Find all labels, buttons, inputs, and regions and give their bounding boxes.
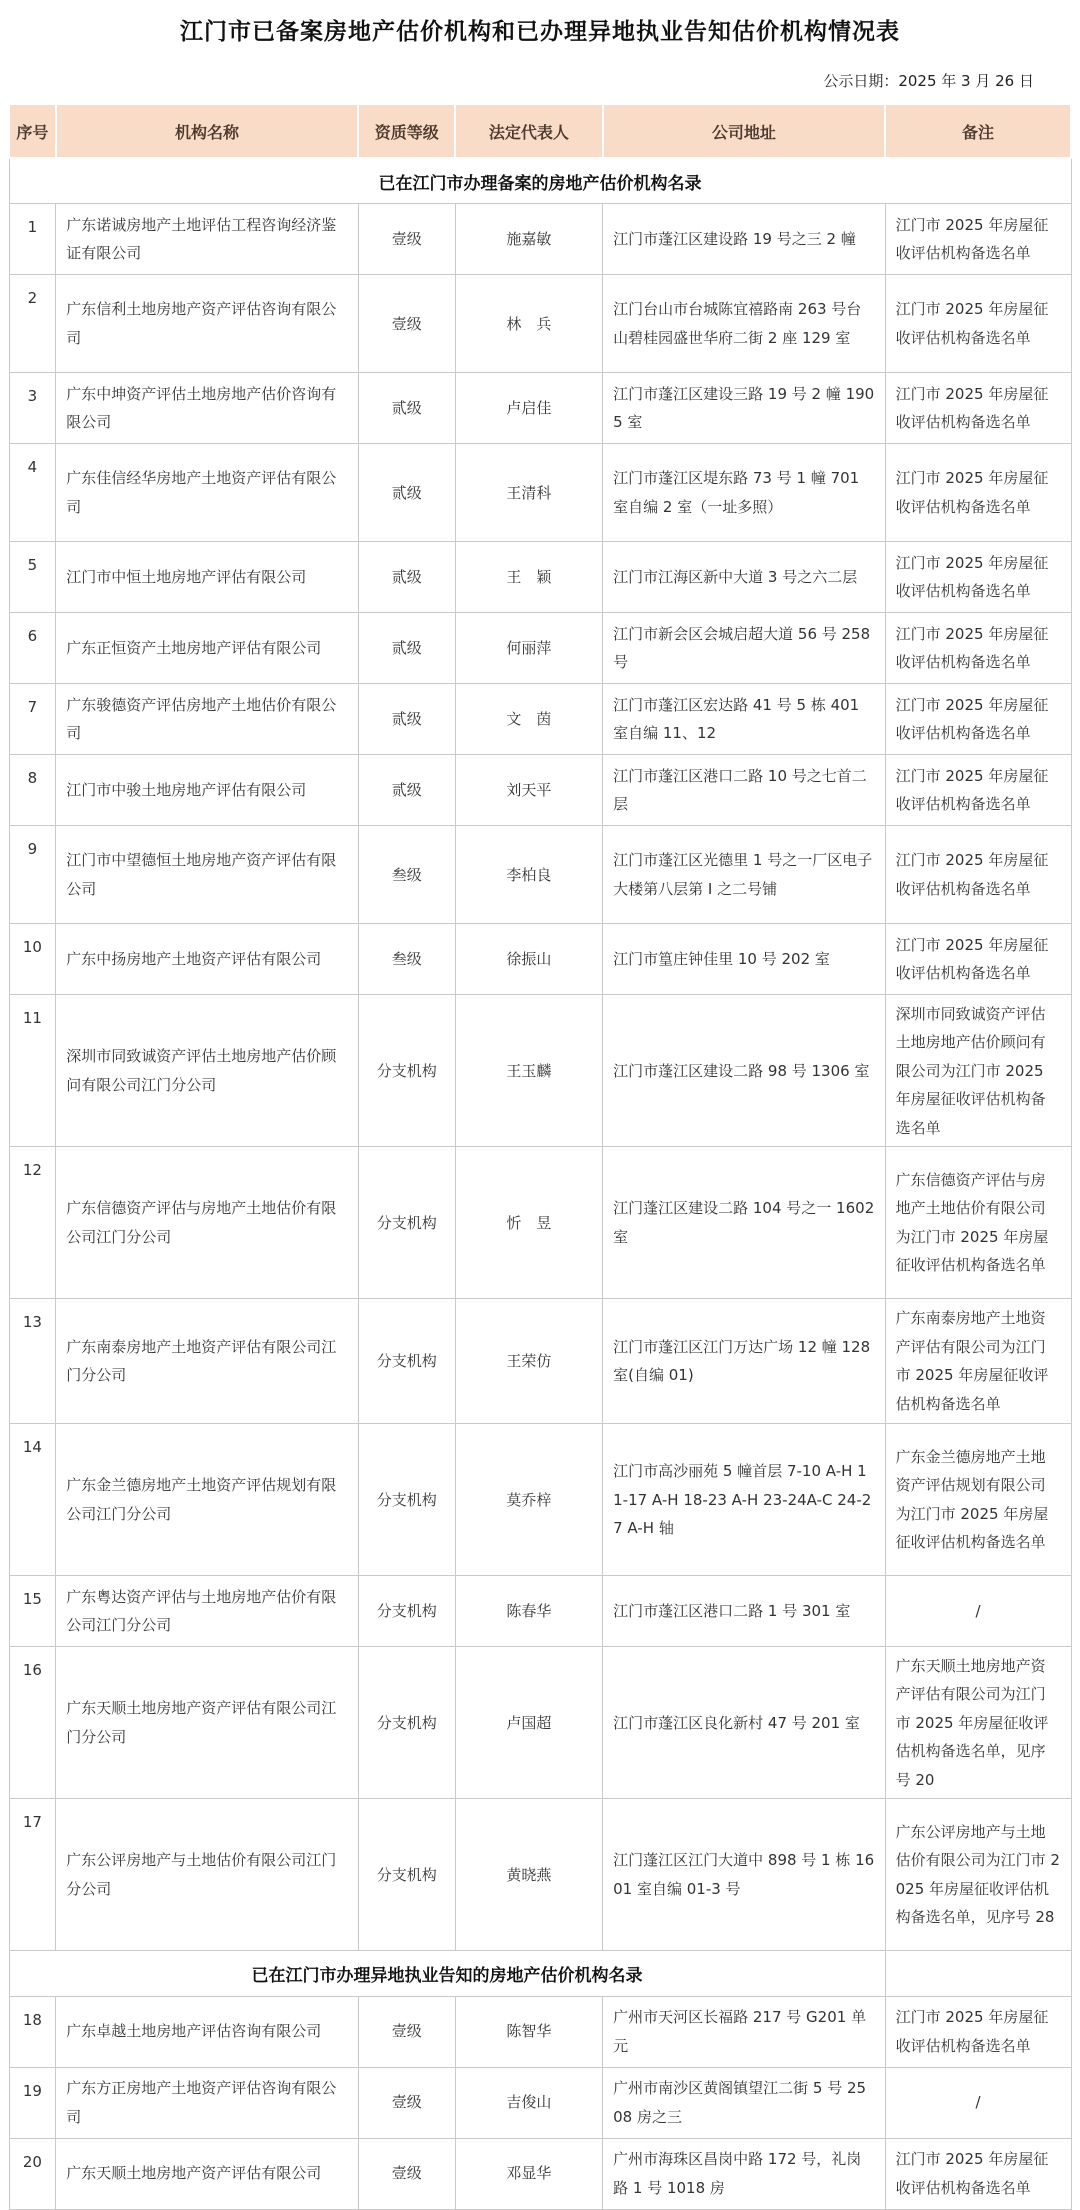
table-row [9, 826, 1071, 924]
cell-name: 广东天顺土地房地产资产评估有限公司 [56, 2138, 359, 2209]
cell-level: 壹级 [358, 204, 455, 275]
cell-level: 分支机构 [358, 1576, 455, 1647]
cell-no: 8 [9, 755, 56, 826]
cell-address: 江门市高沙丽苑 5 幢首层 7-10 A-H 11-17 A-H 18-23 A-H 23-24A-C 24-27 A-H 轴 [603, 1424, 885, 1576]
cell-representative: 李柏良 [455, 826, 603, 924]
cell-name: 深圳市同致诚资产评估土地房地产估价顾问有限公司江门分公司 [56, 995, 359, 1147]
cell-address: 江门市蓬江区建设三路 19 号 2 幢 1905 室 [603, 373, 885, 444]
cell-representative: 忻 昱 [455, 1147, 603, 1299]
cell-remark: 江门市 2025 年房屋征收评估机构备选名单 [885, 204, 1071, 275]
cell-representative: 刘天平 [455, 755, 603, 826]
cell-representative: 卢启佳 [455, 373, 603, 444]
cell-level: 叁级 [358, 826, 455, 924]
cell-address: 江门市蓬江区良化新村 47 号 201 室 [603, 1647, 885, 1799]
cell-name: 广东南泰房地产土地资产评估有限公司江门分公司 [56, 1299, 359, 1424]
header-row [9, 104, 1071, 158]
cell-representative: 文 茵 [455, 684, 603, 755]
cell-name: 广东正恒资产土地房地产评估有限公司 [56, 613, 359, 684]
table-row [9, 204, 1071, 275]
cell-level: 分支机构 [358, 1147, 455, 1299]
cell-remark: 广东公评房地产与土地估价有限公司为江门市 2025 年房屋征收评估机构备选名单，见序号 28 [885, 1799, 1071, 1951]
cell-level: 贰级 [358, 684, 455, 755]
cell-address: 江门市蓬江区宏达路 41 号 5 栋 401 室自编 11、12 [603, 684, 885, 755]
table-row [9, 1424, 1071, 1576]
cell-address: 江门市蓬江区光德里 1 号之一厂区电子大楼第八层第 I 之二号铺 [603, 826, 885, 924]
cell-no: 12 [9, 1147, 56, 1299]
cell-name: 江门市中恒土地房地产评估有限公司 [56, 542, 359, 613]
cell-no: 2 [9, 275, 56, 373]
column-header-remark: 备注 [885, 104, 1071, 158]
column-header-representative: 法定代表人 [455, 104, 603, 158]
table-row [9, 373, 1071, 444]
cell-no: 13 [9, 1299, 56, 1424]
cell-remark: 江门市 2025 年房屋征收评估机构备选名单 [885, 373, 1071, 444]
cell-no: 11 [9, 995, 56, 1147]
cell-name: 广东卓越土地房地产评估咨询有限公司 [56, 1996, 359, 2067]
table-row [9, 924, 1071, 995]
page-title: 江门市已备案房地产估价机构和已办理异地执业告知估价机构情况表 [180, 19, 900, 45]
cell-address: 江门蓬江区建设二路 104 号之一 1602 室 [603, 1147, 885, 1299]
cell-level: 分支机构 [358, 995, 455, 1147]
cell-remark: 江门市 2025 年房屋征收评估机构备选名单 [885, 444, 1071, 542]
cell-representative: 吉俊山 [455, 2067, 603, 2138]
section-header-row [9, 1951, 1071, 1996]
table-row [9, 995, 1071, 1147]
cell-name: 广东金兰德房地产土地资产评估规划有限公司江门分公司 [56, 1424, 359, 1576]
cell-address: 江门市江海区新中大道 3 号之六二层 [603, 542, 885, 613]
cell-remark: 江门市 2025 年房屋征收评估机构备选名单 [885, 924, 1071, 995]
cell-address: 江门市蓬江区建设二路 98 号 1306 室 [603, 995, 885, 1147]
cell-remark: 江门市 2025 年房屋征收评估机构备选名单 [885, 275, 1071, 373]
cell-representative: 莫乔梓 [455, 1424, 603, 1576]
cell-level: 壹级 [358, 1996, 455, 2067]
cell-no: 20 [9, 2138, 56, 2209]
cell-representative: 何丽萍 [455, 613, 603, 684]
cell-no: 19 [9, 2067, 56, 2138]
cell-address: 江门台山市台城陈宜禧路南 263 号台山碧桂园盛世华府二街 2 座 129 室 [603, 275, 885, 373]
cell-address: 江门市篁庄钟佳里 10 号 202 室 [603, 924, 885, 995]
cell-representative: 卢国超 [455, 1647, 603, 1799]
table-row [9, 1147, 1071, 1299]
section-title: 已在江门市办理备案的房地产估价机构名录 [9, 158, 1071, 204]
cell-no: 9 [9, 826, 56, 924]
cell-level: 贰级 [358, 373, 455, 444]
cell-remark: 江门市 2025 年房屋征收评估机构备选名单 [885, 542, 1071, 613]
table-row [9, 542, 1071, 613]
cell-representative: 黄晓燕 [455, 1799, 603, 1951]
cell-remark: 江门市 2025 年房屋征收评估机构备选名单 [885, 684, 1071, 755]
table-header [9, 104, 1071, 158]
column-header-address: 公司地址 [603, 104, 885, 158]
section-header-row [9, 158, 1071, 204]
cell-address: 江门蓬江区江门大道中 898 号 1 栋 1601 室自编 01-3 号 [603, 1799, 885, 1951]
cell-representative: 徐振山 [455, 924, 603, 995]
cell-name: 广东中扬房地产土地资产评估有限公司 [56, 924, 359, 995]
cell-no: 15 [9, 1576, 56, 1647]
cell-no: 10 [9, 924, 56, 995]
cell-name: 江门市中骏土地房地产评估有限公司 [56, 755, 359, 826]
table-row [9, 2067, 1071, 2138]
cell-no: 18 [9, 1996, 56, 2067]
column-header-level: 资质等级 [358, 104, 455, 158]
cell-remark: 广东金兰德房地产土地资产评估规划有限公司为江门市 2025 年房屋征收评估机构备选名单 [885, 1424, 1071, 1576]
table-row [9, 1299, 1071, 1424]
table-row [9, 613, 1071, 684]
cell-no: 3 [9, 373, 56, 444]
cell-remark: 江门市 2025 年房屋征收评估机构备选名单 [885, 613, 1071, 684]
table-row [9, 2138, 1071, 2209]
cell-representative: 陈智华 [455, 1996, 603, 2067]
cell-remark: / [885, 1576, 1071, 1647]
cell-no: 6 [9, 613, 56, 684]
cell-name: 广东诺诚房地产土地评估工程咨询经济鉴证有限公司 [56, 204, 359, 275]
cell-level: 分支机构 [358, 1799, 455, 1951]
cell-representative: 王清科 [455, 444, 603, 542]
cell-no: 14 [9, 1424, 56, 1576]
cell-representative: 林 兵 [455, 275, 603, 373]
cell-name: 广东天顺土地房地产资产评估有限公司江门分公司 [56, 1647, 359, 1799]
cell-level: 壹级 [358, 2067, 455, 2138]
cell-no: 17 [9, 1799, 56, 1951]
cell-name: 广东公评房地产与土地估价有限公司江门分公司 [56, 1799, 359, 1951]
cell-level: 贰级 [358, 613, 455, 684]
cell-name: 广东中坤资产评估土地房地产估价咨询有限公司 [56, 373, 359, 444]
cell-address: 广州市天河区长福路 217 号 G201 单元 [603, 1996, 885, 2067]
cell-no: 7 [9, 684, 56, 755]
cell-no: 5 [9, 542, 56, 613]
cell-representative: 王荣仿 [455, 1299, 603, 1424]
cell-level: 壹级 [358, 275, 455, 373]
table-row [9, 1799, 1071, 1951]
cell-remark: 广东信德资产评估与房地产土地估价有限公司为江门市 2025 年房屋征收评估机构备选名单 [885, 1147, 1071, 1299]
cell-address: 江门市新会区会城启超大道 56 号 258 号 [603, 613, 885, 684]
cell-representative: 邓显华 [455, 2138, 603, 2209]
cell-level: 分支机构 [358, 1647, 455, 1799]
cell-representative: 施嘉敏 [455, 204, 603, 275]
cell-name: 广东粤达资产评估与土地房地产估价有限公司江门分公司 [56, 1576, 359, 1647]
cell-remark: 江门市 2025 年房屋征收评估机构备选名单 [885, 2138, 1071, 2209]
cell-name: 广东佳信经华房地产土地资产评估有限公司 [56, 444, 359, 542]
cell-no: 4 [9, 444, 56, 542]
cell-address: 江门市蓬江区港口二路 1 号 301 室 [603, 1576, 885, 1647]
cell-level: 分支机构 [358, 1424, 455, 1576]
cell-level: 贰级 [358, 444, 455, 542]
cell-address: 江门市蓬江区建设路 19 号之三 2 幢 [603, 204, 885, 275]
cell-name: 广东信利土地房地产资产评估咨询有限公司 [56, 275, 359, 373]
table-body [9, 158, 1071, 2209]
table-row [9, 1576, 1071, 1647]
column-header-name: 机构名称 [56, 104, 359, 158]
cell-address: 江门市蓬江区港口二路 10 号之七首二层 [603, 755, 885, 826]
cell-address: 江门市蓬江区堤东路 73 号 1 幢 701 室自编 2 室（一址多照） [603, 444, 885, 542]
section-header-empty-cell [885, 1951, 1071, 1996]
cell-level: 分支机构 [358, 1299, 455, 1424]
cell-name: 广东骏德资产评估房地产土地估价有限公司 [56, 684, 359, 755]
table-row [9, 1647, 1071, 1799]
cell-remark: 江门市 2025 年房屋征收评估机构备选名单 [885, 755, 1071, 826]
institutions-table [8, 103, 1072, 2210]
table-row [9, 1996, 1071, 2067]
table-row [9, 684, 1071, 755]
publish-date: 公示日期：2025 年 3 月 26 日 [823, 72, 1034, 90]
cell-remark: 江门市 2025 年房屋征收评估机构备选名单 [885, 826, 1071, 924]
cell-representative: 王 颖 [455, 542, 603, 613]
cell-name: 广东信德资产评估与房地产土地估价有限公司江门分公司 [56, 1147, 359, 1299]
cell-representative: 王玉麟 [455, 995, 603, 1147]
cell-no: 16 [9, 1647, 56, 1799]
cell-remark: / [885, 2067, 1071, 2138]
cell-remark: 江门市 2025 年房屋征收评估机构备选名单 [885, 1996, 1071, 2067]
cell-representative: 陈春华 [455, 1576, 603, 1647]
cell-level: 贰级 [358, 542, 455, 613]
cell-address: 江门市蓬江区江门万达广场 12 幢 128 室(自编 01) [603, 1299, 885, 1424]
cell-level: 贰级 [358, 755, 455, 826]
cell-address: 广州市南沙区黄阁镇望江二街 5 号 2508 房之三 [603, 2067, 885, 2138]
cell-remark: 深圳市同致诚资产评估土地房地产估价顾问有限公司为江门市 2025 年房屋征收评估机构备选名单 [885, 995, 1071, 1147]
column-header-no: 序号 [9, 104, 56, 158]
table-row [9, 444, 1071, 542]
cell-address: 广州市海珠区昌岗中路 172 号，礼岗路 1 号 1018 房 [603, 2138, 885, 2209]
cell-remark: 广东南泰房地产土地资产评估有限公司为江门市 2025 年房屋征收评估机构备选名单 [885, 1299, 1071, 1424]
table-row [9, 755, 1071, 826]
cell-level: 叁级 [358, 924, 455, 995]
cell-remark: 广东天顺土地房地产资产评估有限公司为江门市 2025 年房屋征收评估机构备选名单，见序号 20 [885, 1647, 1071, 1799]
table-row [9, 275, 1071, 373]
cell-name: 广东方正房地产土地资产评估咨询有限公司 [56, 2067, 359, 2138]
cell-level: 壹级 [358, 2138, 455, 2209]
cell-name: 江门市中望德恒土地房地产资产评估有限公司 [56, 826, 359, 924]
section-title: 已在江门市办理异地执业告知的房地产估价机构名录 [9, 1951, 885, 1996]
cell-no: 1 [9, 204, 56, 275]
